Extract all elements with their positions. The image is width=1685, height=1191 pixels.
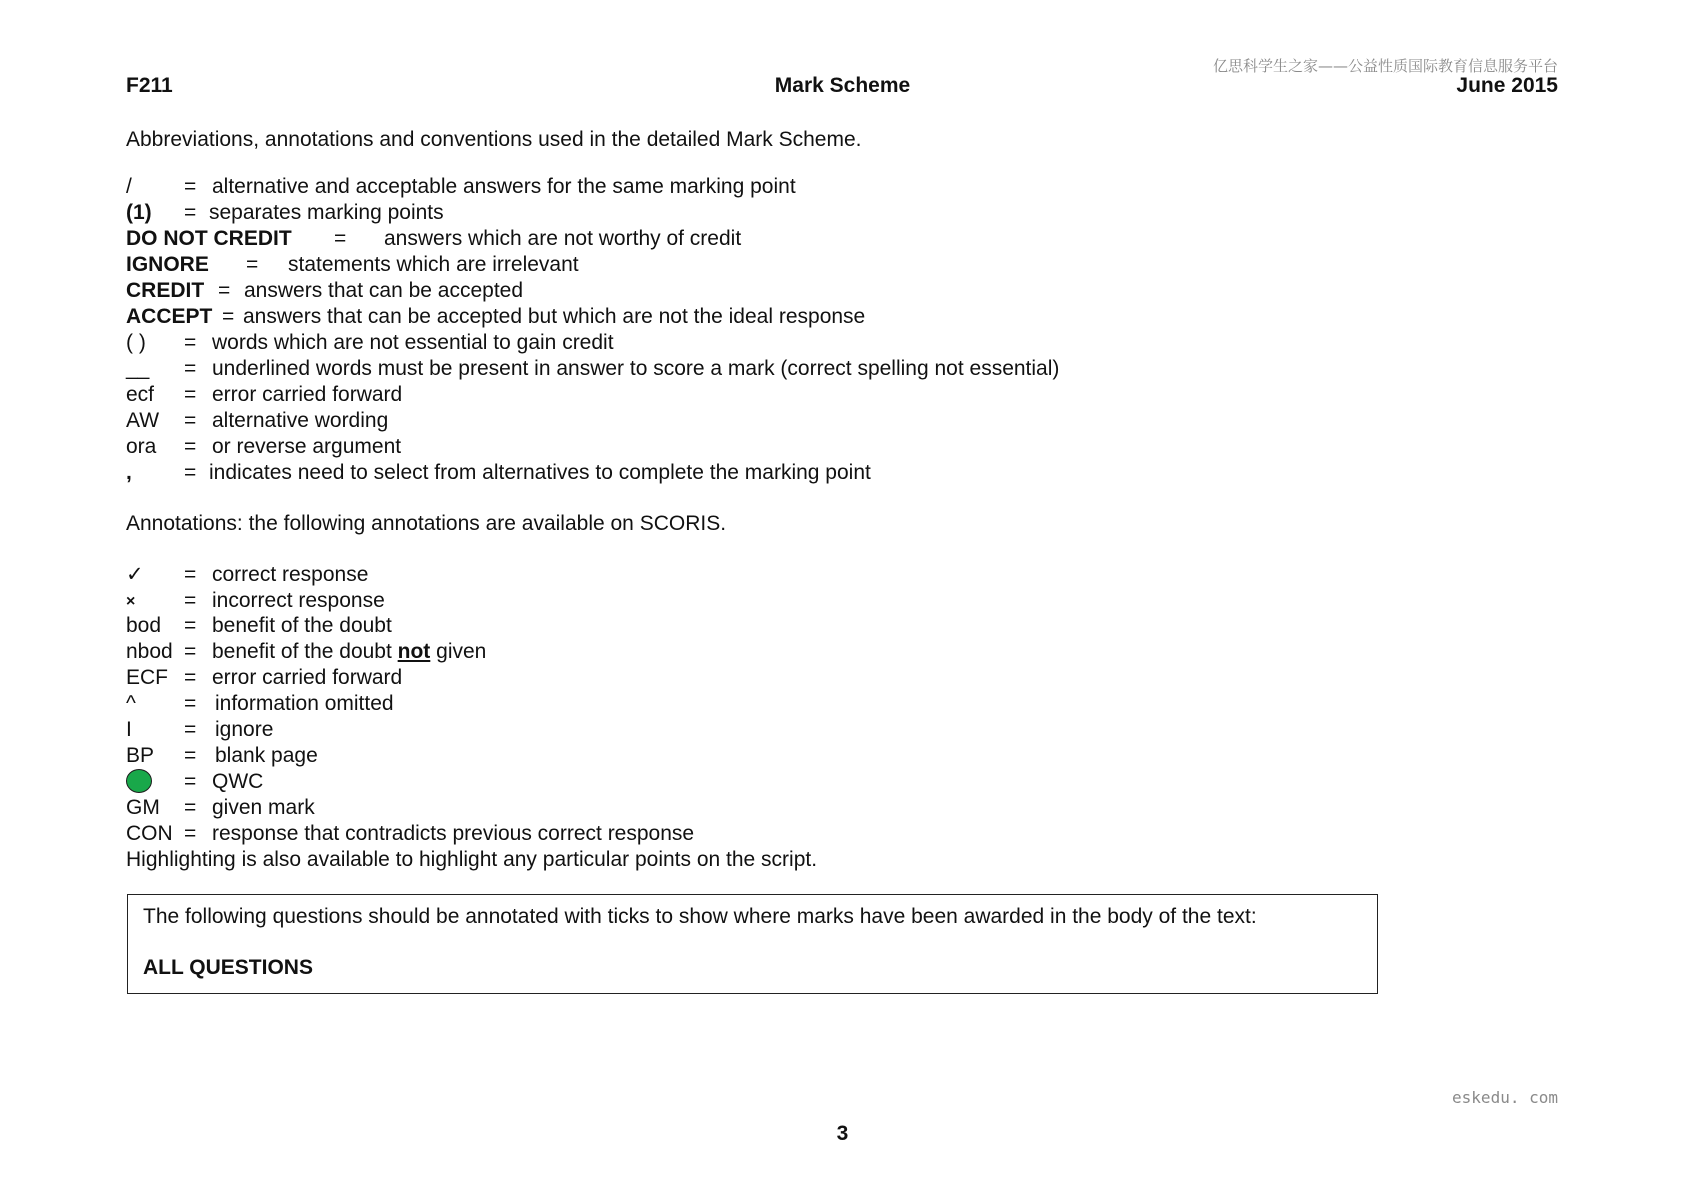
convention-equals: = bbox=[184, 435, 197, 458]
convention-value: answers that can be accepted but which are not the ideal response bbox=[243, 305, 866, 328]
convention-key: , bbox=[126, 461, 132, 484]
annotation-key: ^ bbox=[126, 692, 136, 715]
annotation-value-post: given bbox=[430, 640, 487, 663]
annotation-equals: = bbox=[184, 770, 197, 793]
convention-value: answers which are not worthy of credit bbox=[384, 227, 742, 250]
convention-equals: = bbox=[184, 175, 197, 198]
convention-value: alternative wording bbox=[212, 409, 389, 432]
annotation-equals: = bbox=[184, 589, 197, 612]
annotation-value: incorrect response bbox=[212, 589, 385, 612]
annotation-key: I bbox=[126, 718, 132, 741]
annotation-equals: = bbox=[184, 692, 197, 715]
convention-equals: = bbox=[184, 409, 197, 432]
convention-equals: = bbox=[184, 201, 197, 224]
annotations-intro: Annotations: the following annotations are available on SCORIS. bbox=[126, 512, 727, 535]
annotation-key: BP bbox=[126, 744, 155, 767]
convention-equals: = bbox=[184, 331, 197, 354]
annotation-value-emphasis: not bbox=[397, 640, 431, 663]
annotation-key: CON bbox=[126, 822, 173, 845]
page-number: 3 bbox=[836, 1122, 849, 1145]
convention-equals: = bbox=[246, 253, 259, 276]
convention-value: underlined words must be present in answer to score a mark (correct spelling not essential) bbox=[212, 357, 1060, 380]
highlight-note: Highlighting is also available to highlight any particular points on the script. bbox=[126, 848, 818, 871]
cross-icon: × bbox=[126, 593, 136, 610]
annotation-value: QWC bbox=[212, 770, 264, 793]
annotation-equals: = bbox=[184, 666, 197, 689]
annotation-key: GM bbox=[126, 796, 160, 819]
tick-icon: ✓ bbox=[126, 563, 144, 586]
convention-equals: = bbox=[218, 279, 231, 302]
annotation-value: response that contradicts previous correct response bbox=[212, 822, 695, 845]
convention-equals: = bbox=[222, 305, 235, 328]
annotation-value-pre: benefit of the doubt bbox=[212, 640, 398, 663]
annotation-value: given mark bbox=[212, 796, 315, 819]
annotation-equals: = bbox=[184, 796, 197, 819]
convention-equals: = bbox=[184, 461, 197, 484]
annotation-key: bod bbox=[126, 614, 162, 637]
convention-key: CREDIT bbox=[126, 279, 205, 302]
convention-equals: = bbox=[334, 227, 347, 250]
convention-key: ( ) bbox=[126, 331, 146, 354]
header-title: Mark Scheme bbox=[774, 74, 911, 97]
convention-value: alternative and acceptable answers for the same marking point bbox=[212, 175, 796, 198]
annotation-value: information omitted bbox=[215, 692, 394, 715]
header-paper-code: F211 bbox=[126, 74, 173, 97]
annotation-equals: = bbox=[184, 614, 197, 637]
annotation-equals: = bbox=[184, 718, 197, 741]
convention-equals: = bbox=[184, 357, 197, 380]
annotation-equals: = bbox=[184, 744, 197, 767]
intro-text: Abbreviations, annotations and conventions used in the detailed Mark Scheme. bbox=[126, 128, 862, 151]
green-circle-icon bbox=[126, 769, 152, 793]
watermark-bottom: eskedu. com bbox=[1452, 1088, 1558, 1107]
convention-value: statements which are irrelevant bbox=[288, 253, 579, 276]
convention-value: indicates need to select from alternatives to complete the marking point bbox=[209, 461, 871, 484]
convention-value: error carried forward bbox=[212, 383, 403, 406]
instruction-text: The following questions should be annotated with ticks to show where marks have been awarded in the body of the text: bbox=[143, 905, 1257, 928]
instruction-box bbox=[127, 894, 1378, 994]
annotation-value: correct response bbox=[212, 563, 369, 586]
annotation-value: blank page bbox=[215, 744, 318, 767]
annotation-key: ECF bbox=[126, 666, 168, 689]
convention-key: DO NOT CREDIT bbox=[126, 227, 292, 250]
header-date: June 2015 bbox=[1456, 74, 1558, 97]
watermark-top: 亿思科学生之家——公益性质国际教育信息服务平台 bbox=[1212, 57, 1558, 75]
convention-key: (1) bbox=[126, 201, 152, 224]
instruction-emphasis: ALL QUESTIONS bbox=[143, 956, 313, 979]
convention-key: ora bbox=[126, 435, 157, 458]
annotation-key: nbod bbox=[126, 640, 173, 663]
convention-value: answers that can be accepted bbox=[244, 279, 524, 302]
annotation-value: ignore bbox=[215, 718, 274, 741]
convention-value: or reverse argument bbox=[212, 435, 402, 458]
annotation-value: benefit of the doubt bbox=[212, 614, 392, 637]
annotation-value: error carried forward bbox=[212, 666, 403, 689]
annotation-value bbox=[212, 639, 486, 664]
convention-key: ecf bbox=[126, 383, 155, 406]
annotation-equals: = bbox=[184, 640, 197, 663]
annotation-equals: = bbox=[184, 822, 197, 845]
convention-key: ACCEPT bbox=[126, 305, 213, 328]
convention-value: separates marking points bbox=[209, 201, 444, 224]
convention-key: __ bbox=[126, 357, 150, 380]
convention-value: words which are not essential to gain credit bbox=[212, 331, 614, 354]
annotation-equals: = bbox=[184, 563, 197, 586]
convention-key: IGNORE bbox=[126, 253, 209, 276]
convention-key: AW bbox=[126, 409, 160, 432]
convention-key: / bbox=[126, 175, 132, 198]
convention-equals: = bbox=[184, 383, 197, 406]
